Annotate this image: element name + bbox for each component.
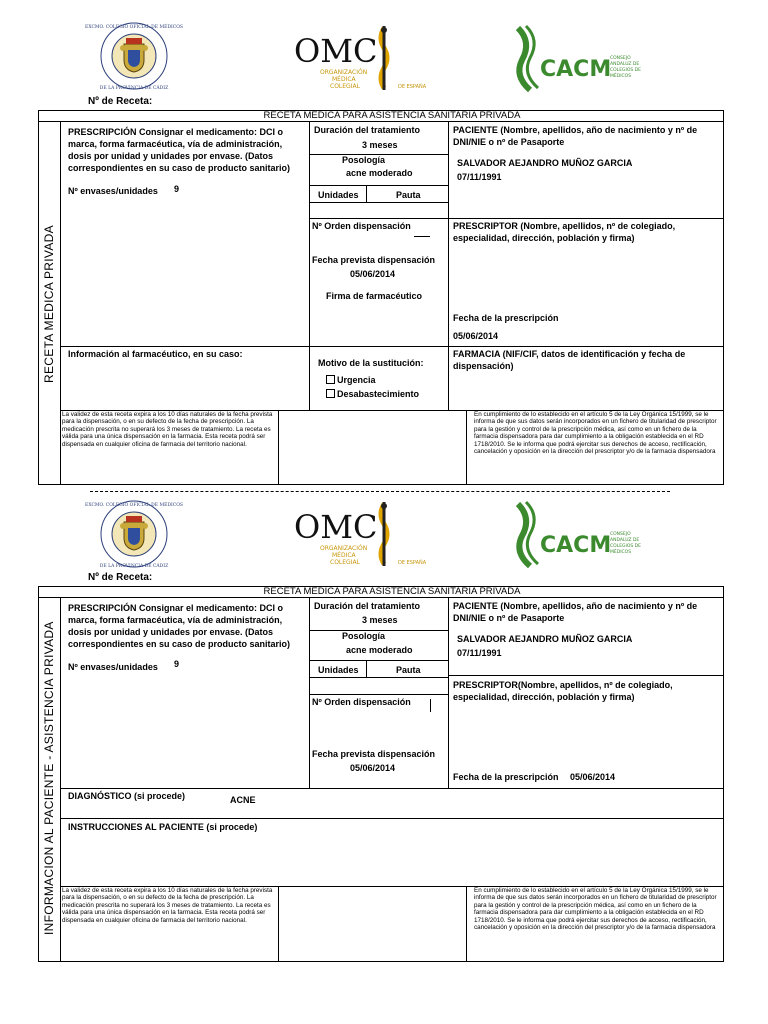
omc-logo — [292, 22, 442, 92]
cacm-subtitle-4-2: MÉDICOS — [610, 550, 632, 555]
envases-label: Nº envases/unidades — [68, 186, 158, 196]
side-label-2: INFORMACION AL PACIENTE - ASISTENCIA PRIVADA — [42, 621, 56, 935]
omc-subtitle-2: MÉDICA — [332, 76, 356, 83]
urgencia-label: Urgencia — [337, 375, 376, 385]
fecha-prescripcion-label-2: Fecha de la prescripción — [453, 772, 559, 782]
prescriptor-label-2: PRESCRIPTOR(Nombre, apellidos, nº de colegiado, especialidad, dirección, población y firma) — [453, 680, 673, 702]
validez-text-2: La validez de esta receta expira a los 10 días naturales de la fecha prevista para la dispensación, o en su defecto de la fecha de prescripción. La medicación prescrita no superará los 3 meses de tratamiento. La receta es válida para una única dispensación en la farmacia. Esta receta podrá ser dispensada en cualquier oficina de farmacia del territorio nacional. — [62, 887, 273, 924]
form-header-2: RECETA MEDICA PARA ASISTENCIA SANITARIA PRIVADA — [263, 586, 521, 597]
paciente-label: PACIENTE (Nombre, apellidos, año de nacimiento y nº de DNI/NIE o nº de Pasaporte — [453, 125, 698, 147]
orden-dispensacion-label-2: Nº Orden dispensación — [312, 697, 411, 707]
omc-logo-2 — [292, 498, 442, 568]
seal-text-top-2: EXCMO. COLEGIO OFICIAL DE MÉDICOS — [85, 503, 183, 508]
prescripcion-instructions-2: PRESCRIPCIÓN Consignar el medicamento: DCI o marca, forma farmacéutica, vía de administración, dosis por unidad y unidades por envase. (Datos correspondientes en su caso de producto sanitario) — [68, 603, 291, 649]
omc-acronym-2: OMC — [294, 508, 378, 546]
envases-value[interactable]: 9 — [174, 184, 180, 194]
college-seal-logo — [85, 20, 183, 92]
fecha-prevista-label-2: Fecha prevista dispensación — [312, 749, 436, 759]
diagnostico-value[interactable]: ACNE — [230, 795, 256, 805]
receta-number-label: Nº de Receta: — [88, 96, 153, 107]
seal-text-bottom-2: DE LA PROVINCIA DE CÁDIZ — [99, 564, 169, 569]
omc-subtitle-4: DE ESPAÑA — [398, 84, 427, 90]
duracion-label: Duración del tratamiento — [314, 125, 421, 135]
omc-subtitle-3: COLEGIAL — [330, 83, 360, 90]
cacm-acronym-2: CACM — [540, 533, 612, 558]
cacm-subtitle-1: CONSEJO — [610, 56, 631, 61]
seal-text-top: EXCMO. COLEGIO OFICIAL DE MÉDICOS — [85, 25, 183, 30]
diagnostico-label: DIAGNÓSTICO (si procede) — [68, 791, 186, 801]
envases-value-2[interactable]: 9 — [174, 659, 180, 669]
prescripcion-instructions: PRESCRIPCIÓN Consignar el medicamento: DCI o marca, forma farmacéutica, vía de administración, dosis por unidad y unidades por envase. (Datos correspondientes en su caso de producto sanitario) — [68, 127, 291, 173]
fecha-prescripcion-label: Fecha de la prescripción — [453, 313, 559, 323]
desabastecimiento-checkbox[interactable] — [326, 389, 335, 398]
instrucciones-label: INSTRUCCIONES AL PACIENTE (si procede) — [68, 822, 258, 832]
paciente-nombre-2[interactable]: SALVADOR AEJANDRO MUÑOZ GARCIA — [457, 634, 633, 644]
fecha-prescripcion-value-2[interactable]: 05/06/2014 — [570, 772, 616, 782]
cacm-logo-2 — [512, 500, 642, 570]
cacm-acronym: CACM — [540, 57, 612, 82]
firma-farmaceutico-label: Firma de farmacéutico — [326, 291, 423, 301]
posologia-label-2: Posología — [342, 631, 386, 641]
posologia-value-2[interactable]: acne moderado — [346, 645, 413, 655]
motivo-sustitucion-label: Motivo de la sustitución: — [318, 358, 424, 368]
urgencia-option[interactable] — [326, 374, 376, 386]
cacm-subtitle-1-2: CONSEJO — [610, 532, 631, 537]
envases-label-2: Nº envases/unidades — [68, 662, 158, 672]
unidades-label-2: Unidades — [318, 665, 359, 675]
legal-text-2: En cumplimiento de lo establecido en el artículo 5 de la Ley Orgánica 15/1999, se le informa de que sus datos serán incorporados en un fichero de titularidad de prescriptor para la gestión y control de la prescripción médica, así como en un fichero de la farmacia dispensadora para dar cumplimiento a la obligación establecida en el RD 1718/2010. Se le informa que podrá ejercitar sus derechos de acceso, rectificación, cancelación y oposición en la dirección del prescriptor y/o de la farmacia dispensadora — [474, 887, 717, 932]
omc-subtitle-1-2: ORGANIZACIÓN — [320, 545, 368, 552]
paciente-fecha[interactable]: 07/11/1991 — [457, 172, 502, 182]
unidades-label: Unidades — [318, 190, 359, 200]
duracion-value-2[interactable]: 3 meses — [362, 615, 398, 625]
cacm-logo — [512, 24, 642, 94]
prescriptor-label: PRESCRIPTOR (Nombre, apellidos, nº de colegiado, especialidad, dirección, población y firma) — [453, 221, 676, 243]
cacm-subtitle-2: ANDALUZ DE — [610, 62, 640, 67]
omc-acronym: OMC — [294, 32, 378, 70]
cacm-subtitle-2-2: ANDALUZ DE — [610, 538, 640, 543]
posologia-label: Posología — [342, 155, 386, 165]
receta-number-label-2: Nº de Receta: — [88, 572, 153, 583]
form-header: RECETA MEDICA PARA ASISTENCIA SANITARIA PRIVADA — [263, 110, 521, 121]
paciente-nombre[interactable]: SALVADOR AEJANDRO MUÑOZ GARCIA — [457, 158, 633, 168]
omc-subtitle-4-2: DE ESPAÑA — [398, 560, 427, 566]
omc-subtitle-3-2: COLEGIAL — [330, 559, 360, 566]
cut-line — [90, 491, 670, 492]
cacm-subtitle-3-2: COLEGIOS DE — [610, 544, 641, 549]
desabastecimiento-option[interactable] — [326, 388, 419, 400]
omc-subtitle-1: ORGANIZACIÓN — [320, 69, 368, 76]
fecha-prevista-value[interactable]: 05/06/2014 — [350, 269, 396, 279]
farmacia-label: FARMACIA (NIF/CIF, datos de identificación y fecha de dispensación) — [453, 349, 686, 371]
fecha-prevista-label: Fecha prevista dispensación — [312, 255, 436, 265]
urgencia-checkbox[interactable] — [326, 375, 335, 384]
side-label: RECETA MEDICA PRIVADA — [42, 225, 56, 383]
desabastecimiento-label: Desabastecimiento — [337, 389, 420, 399]
pauta-label: Pauta — [396, 190, 421, 200]
fecha-prevista-value-2[interactable]: 05/06/2014 — [350, 763, 396, 773]
paciente-fecha-2[interactable]: 07/11/1991 — [457, 648, 502, 658]
paciente-label-2: PACIENTE (Nombre, apellidos, año de nacimiento y nº de DNI/NIE o nº de Pasaporte — [453, 601, 698, 623]
cacm-subtitle-4: MÉDICOS — [610, 74, 632, 79]
legal-text: En cumplimiento de lo establecido en el artículo 5 de la Ley Orgánica 15/1999, se le informa de que sus datos serán incorporados en un fichero de titularidad de prescriptor para la gestión y control de la prescripción médica, así como en un fichero de la farmacia dispensadora para dar cumplimiento a la obligación establecida en el RD 1718/2010. Se le informa que podrá ejercitar sus derechos de acceso, rectificación, cancelación y oposición en la dirección del prescriptor y/o de la farmacia dispensadora — [474, 411, 717, 456]
fecha-prescripcion-value[interactable]: 05/06/2014 — [453, 331, 499, 341]
college-seal-logo-2 — [85, 498, 183, 570]
pauta-label-2: Pauta — [396, 665, 421, 675]
posologia-value[interactable]: acne moderado — [346, 168, 413, 178]
duracion-label-2: Duración del tratamiento — [314, 601, 421, 611]
info-farmaceutico-label: Información al farmacéutico, en su caso: — [68, 349, 243, 359]
omc-subtitle-2-2: MÉDICA — [332, 552, 356, 559]
validez-text: La validez de esta receta expira a los 10 días naturales de la fecha prevista para la dispensación, o en su defecto de la fecha de prescripción. La medicación prescrita no superará los 3 meses de tratamiento. La receta es válida para una única dispensación en la farmacia. Esta receta podrá ser dispensada en cualquier oficina de farmacia del territorio nacional. — [62, 411, 273, 448]
cacm-subtitle-3: COLEGIOS DE — [610, 68, 641, 73]
orden-dispensacion-label: Nº Orden dispensación — [312, 221, 411, 231]
seal-text-bottom: DE LA PROVINCIA DE CÁDIZ — [99, 86, 169, 91]
duracion-value[interactable]: 3 meses — [362, 140, 398, 150]
